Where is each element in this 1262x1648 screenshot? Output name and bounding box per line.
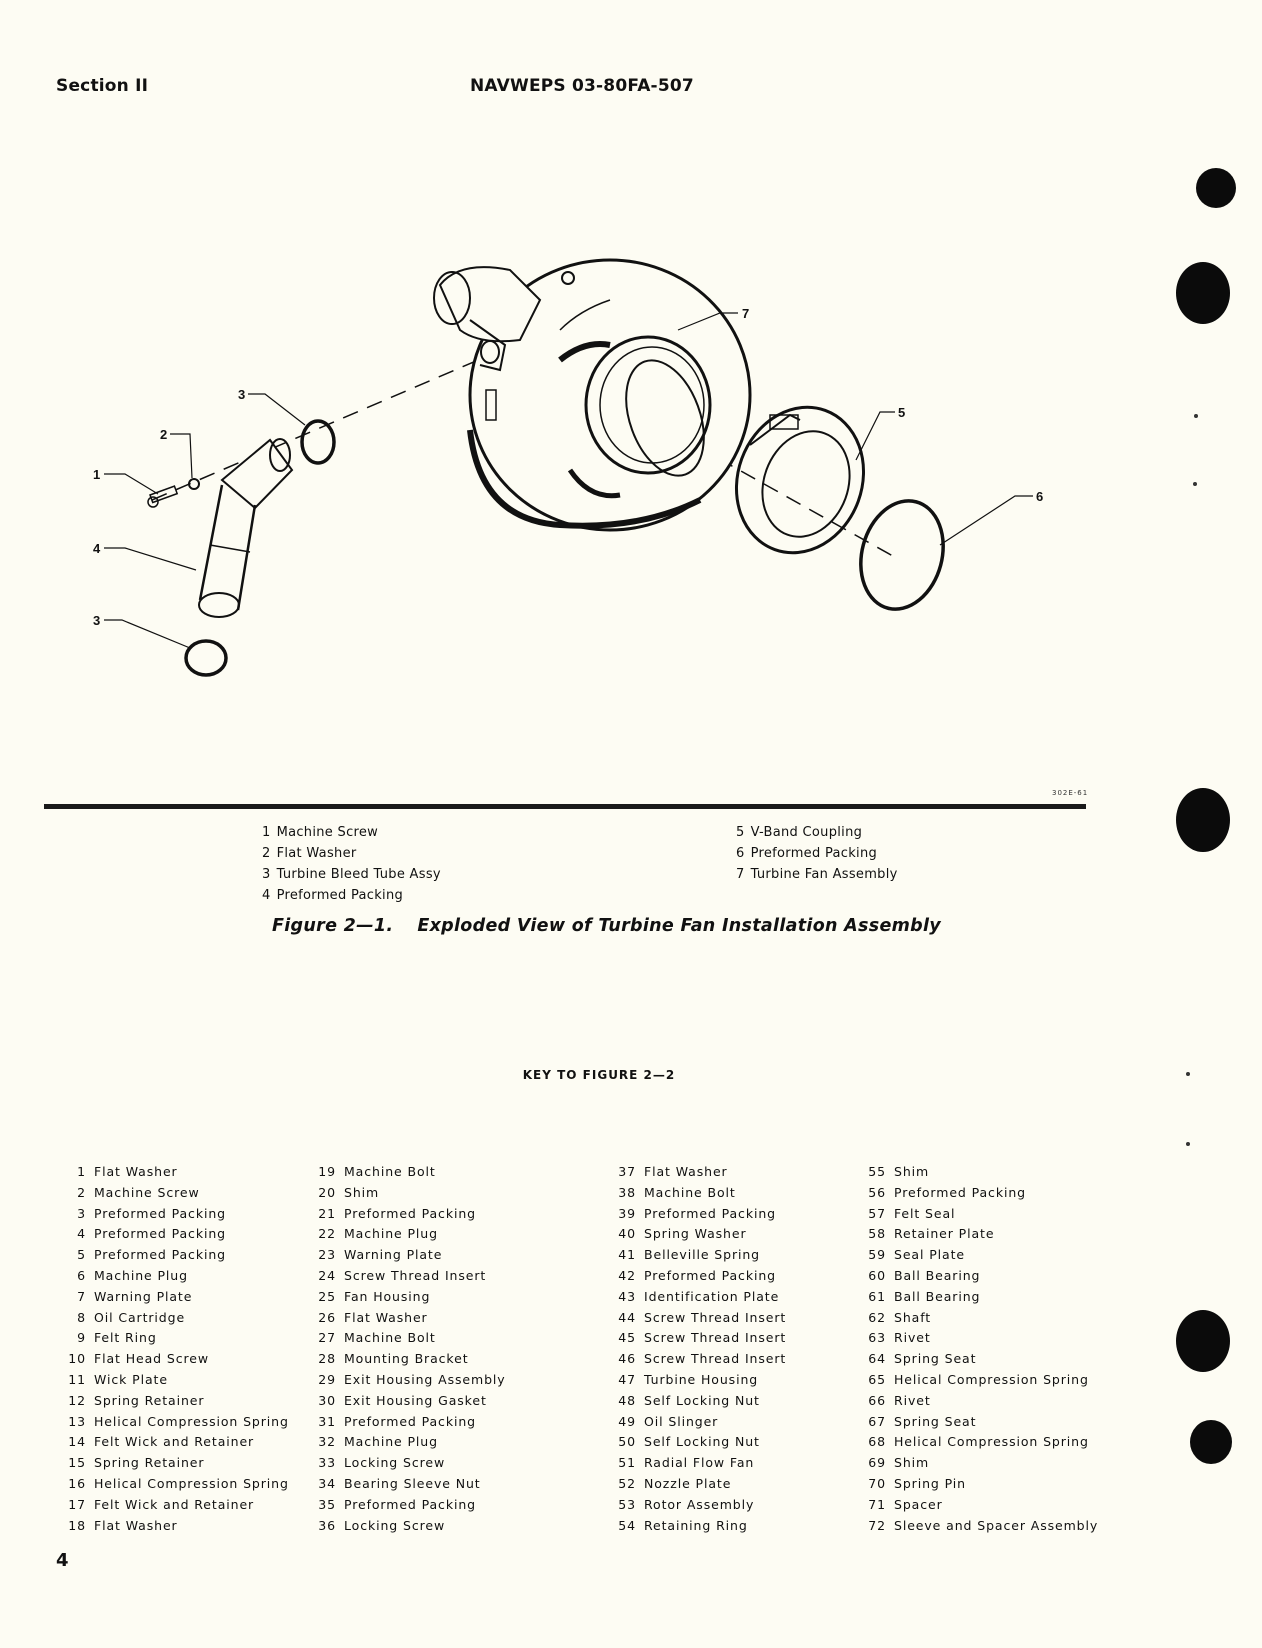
key-item-label: Machine Plug (344, 1226, 438, 1242)
key-item-label: Screw Thread Insert (644, 1309, 787, 1325)
key-item-number: 68 (868, 1434, 886, 1450)
key-item (606, 1224, 786, 1245)
key-item-label: Screw Thread Insert (644, 1351, 787, 1367)
svg-text:6: 6 (1036, 489, 1044, 504)
key-item-label: Warning Plate (94, 1288, 193, 1304)
key-item-number: 58 (868, 1226, 886, 1242)
key-item (306, 1453, 506, 1474)
key-item (306, 1224, 506, 1245)
key-item (56, 1245, 289, 1266)
key-item-label: Bearing Sleeve Nut (344, 1475, 481, 1491)
legend-item: 7 Turbine Fan Assembly (736, 867, 898, 882)
key-item-number: 59 (868, 1247, 886, 1263)
key-item-label: Warning Plate (344, 1247, 443, 1263)
key-item (606, 1495, 786, 1516)
key-item-number: 53 (618, 1496, 636, 1512)
key-item-number: 67 (868, 1413, 886, 1429)
key-item-label: Spring Retainer (94, 1392, 205, 1408)
key-item (306, 1287, 506, 1308)
key-item (856, 1162, 1098, 1183)
key-item-number: 15 (68, 1455, 86, 1471)
key-item-number: 55 (868, 1164, 886, 1179)
key-item-number: 70 (868, 1475, 886, 1491)
key-item-number: 49 (618, 1413, 636, 1429)
key-item-number: 10 (68, 1351, 86, 1367)
punch-hole-3 (1176, 788, 1230, 852)
key-item-number: 46 (618, 1351, 636, 1367)
key-item-number: 22 (318, 1226, 336, 1242)
key-item (306, 1162, 506, 1183)
figure-legend-right (736, 822, 898, 885)
key-item-label: Rotor Assembly (644, 1496, 755, 1512)
key-item (856, 1287, 1098, 1308)
key-item (56, 1495, 289, 1516)
key-item (56, 1183, 289, 1204)
key-item-label: Retainer Plate (894, 1226, 995, 1242)
key-item (856, 1412, 1098, 1433)
key-item (306, 1308, 506, 1329)
key-item (56, 1516, 289, 1537)
key-item (856, 1391, 1098, 1412)
key-item-label: Screw Thread Insert (344, 1267, 487, 1283)
key-item-number: 21 (318, 1205, 336, 1221)
key-item-label: Radial Flow Fan (644, 1455, 755, 1471)
key-item-label: Spring Washer (644, 1226, 747, 1242)
key-item (606, 1516, 786, 1537)
key-item (306, 1412, 506, 1433)
punch-hole-5 (1190, 1420, 1232, 1464)
key-item-label: Seal Plate (894, 1247, 965, 1263)
key-item-number: 60 (868, 1267, 886, 1283)
key-item (306, 1266, 506, 1287)
margin-speck (1186, 1142, 1190, 1146)
key-item-number: 44 (618, 1309, 636, 1325)
key-item-label: Preformed Packing (94, 1247, 226, 1263)
key-item-label: Nozzle Plate (644, 1475, 732, 1491)
key-item-number: 61 (868, 1288, 886, 1304)
key-column-2 (306, 1162, 506, 1536)
key-item-label: Machine Bolt (344, 1164, 436, 1179)
key-item-label: Flat Washer (344, 1309, 428, 1325)
key-item-number: 29 (318, 1371, 336, 1387)
key-item (856, 1495, 1098, 1516)
key-item-label: Spring Seat (894, 1413, 977, 1429)
key-item-label: Rivet (894, 1392, 931, 1408)
key-item (56, 1432, 289, 1453)
key-item (606, 1432, 786, 1453)
key-item-number: 63 (868, 1330, 886, 1346)
key-item-label: Flat Washer (94, 1517, 178, 1533)
key-item-label: Machine Bolt (644, 1184, 736, 1200)
key-item-number: 23 (318, 1247, 336, 1263)
key-item-label: Helical Compression Spring (94, 1475, 289, 1491)
figure-divider (44, 804, 1086, 809)
key-item-number: 62 (868, 1309, 886, 1325)
key-item-label: Preformed Packing (94, 1226, 226, 1242)
key-item-label: Self Locking Nut (644, 1392, 760, 1408)
key-item-number: 71 (868, 1496, 886, 1512)
key-item-number: 3 (77, 1205, 86, 1221)
svg-text:3: 3 (238, 387, 246, 402)
key-item-label: Fan Housing (344, 1288, 431, 1304)
key-item (606, 1328, 786, 1349)
key-item-label: Preformed Packing (644, 1205, 776, 1221)
svg-text:2: 2 (160, 427, 168, 442)
key-item-label: Ball Bearing (894, 1267, 981, 1283)
key-column-3 (606, 1162, 786, 1536)
key-item-number: 69 (868, 1455, 886, 1471)
key-item-number: 37 (618, 1164, 636, 1179)
legend-item: 2 Flat Washer (262, 846, 357, 861)
key-item (606, 1183, 786, 1204)
key-item (56, 1412, 289, 1433)
key-item-number: 12 (68, 1392, 86, 1408)
key-item-number: 35 (318, 1496, 336, 1512)
key-item-number: 28 (318, 1351, 336, 1367)
key-item (606, 1245, 786, 1266)
key-item-label: Screw Thread Insert (644, 1330, 787, 1346)
key-item-label: Wick Plate (94, 1371, 168, 1387)
key-item-number: 41 (618, 1247, 636, 1263)
legend-item: 6 Preformed Packing (736, 846, 878, 861)
key-item-number: 13 (68, 1413, 86, 1429)
key-item (56, 1287, 289, 1308)
key-item-number: 40 (618, 1226, 636, 1242)
key-item-number: 42 (618, 1267, 636, 1283)
key-item (606, 1349, 786, 1370)
key-item (56, 1266, 289, 1287)
key-item (606, 1287, 786, 1308)
key-item-label: Exit Housing Assembly (344, 1371, 506, 1387)
key-item-number: 39 (618, 1205, 636, 1221)
key-item (606, 1308, 786, 1329)
key-column-4 (856, 1162, 1098, 1536)
key-item-label: Helical Compression Spring (894, 1434, 1089, 1450)
key-item (56, 1308, 289, 1329)
key-item-number: 64 (868, 1351, 886, 1367)
svg-text:1: 1 (93, 467, 101, 482)
key-item-number: 1 (77, 1164, 86, 1179)
key-item-number: 27 (318, 1330, 336, 1346)
section-label: Section II (56, 76, 149, 96)
key-item-number: 45 (618, 1330, 636, 1346)
key-item (606, 1453, 786, 1474)
key-item-number: 11 (68, 1371, 86, 1387)
key-item-label: Preformed Packing (644, 1267, 776, 1283)
key-item (56, 1162, 289, 1183)
key-item-label: Exit Housing Gasket (344, 1392, 487, 1408)
key-item (306, 1474, 506, 1495)
key-item-label: Helical Compression Spring (894, 1371, 1089, 1387)
key-item-number: 30 (318, 1392, 336, 1408)
key-item-label: Ball Bearing (894, 1288, 981, 1304)
key-item-number: 34 (318, 1475, 336, 1491)
key-item-number: 33 (318, 1455, 336, 1471)
key-item (56, 1204, 289, 1225)
key-item-number: 14 (68, 1434, 86, 1450)
key-item-number: 72 (868, 1517, 886, 1533)
drawing-code: 302E-61 (1052, 789, 1089, 797)
key-item (856, 1204, 1098, 1225)
svg-text:4: 4 (93, 541, 101, 556)
page-number: 4 (56, 1550, 69, 1571)
key-item-label: Oil Cartridge (94, 1309, 186, 1325)
key-item-number: 43 (618, 1288, 636, 1304)
key-item-number: 2 (77, 1184, 86, 1200)
key-item-number: 47 (618, 1371, 636, 1387)
key-item (856, 1328, 1098, 1349)
legend-item: 1 Machine Screw (262, 825, 379, 840)
key-item-label: Locking Screw (344, 1455, 446, 1471)
key-item-label: Machine Bolt (344, 1330, 436, 1346)
key-item-label: Shaft (894, 1309, 932, 1325)
key-item (606, 1162, 786, 1183)
key-item (856, 1224, 1098, 1245)
preformed-packing-6-icon (849, 492, 955, 619)
key-item-number: 65 (868, 1371, 886, 1387)
preformed-packing-3-lower-icon (186, 641, 226, 675)
key-item (306, 1516, 506, 1537)
publication-number: NAVWEPS 03-80FA-507 (470, 76, 694, 96)
key-item (856, 1516, 1098, 1537)
key-item-label: Helical Compression Spring (94, 1413, 289, 1429)
key-item-label: Spring Pin (894, 1475, 966, 1491)
key-column-1 (56, 1162, 289, 1536)
key-item-number: 17 (68, 1496, 86, 1512)
key-item-number: 56 (868, 1184, 886, 1200)
key-item (856, 1308, 1098, 1329)
key-item-label: Shim (894, 1164, 930, 1179)
key-item (306, 1183, 506, 1204)
key-item-number: 31 (318, 1413, 336, 1429)
key-item-label: Belleville Spring (644, 1247, 761, 1263)
key-item (56, 1328, 289, 1349)
key-item-label: Spring Seat (894, 1351, 977, 1367)
key-item-label: Oil Slinger (644, 1413, 719, 1429)
key-title: KEY TO FIGURE 2—2 (522, 1068, 676, 1082)
key-item-number: 5 (77, 1247, 86, 1263)
key-item (606, 1266, 786, 1287)
svg-text:7: 7 (742, 306, 750, 321)
key-item-label: Machine Plug (344, 1434, 438, 1450)
key-item (856, 1453, 1098, 1474)
key-item (306, 1432, 506, 1453)
key-item-label: Felt Wick and Retainer (94, 1434, 255, 1450)
key-item (856, 1245, 1098, 1266)
key-item-label: Preformed Packing (344, 1205, 476, 1221)
key-item-label: Spacer (894, 1496, 943, 1512)
turbine-bleed-tube-icon (199, 439, 292, 617)
key-item-number: 52 (618, 1475, 636, 1491)
key-item-number: 19 (318, 1164, 336, 1179)
key-item-number: 38 (618, 1184, 636, 1200)
key-item-number: 32 (318, 1434, 336, 1450)
key-item-label: Shim (344, 1184, 380, 1200)
key-item (306, 1204, 506, 1225)
key-item-number: 16 (68, 1475, 86, 1491)
key-item-number: 66 (868, 1392, 886, 1408)
key-item-number: 6 (77, 1267, 86, 1283)
exploded-view-drawing (0, 0, 1262, 780)
figure-legend-left (262, 822, 441, 906)
key-item (856, 1183, 1098, 1204)
preformed-packing-3-upper-icon (302, 421, 334, 463)
key-item-number: 18 (68, 1517, 86, 1533)
key-item-number: 26 (318, 1309, 336, 1325)
key-item-label: Preformed Packing (344, 1496, 476, 1512)
key-item (606, 1412, 786, 1433)
key-item-number: 36 (318, 1517, 336, 1533)
key-item (306, 1245, 506, 1266)
svg-text:5: 5 (898, 405, 906, 420)
key-item-number: 25 (318, 1288, 336, 1304)
key-item (606, 1474, 786, 1495)
key-item-label: Rivet (894, 1330, 931, 1346)
key-item-label: Machine Plug (94, 1267, 188, 1283)
key-item-label: Flat Head Screw (94, 1351, 209, 1367)
key-item-label: Felt Seal (894, 1205, 956, 1221)
legend-item: 4 Preformed Packing (262, 888, 404, 903)
key-item-number: 7 (77, 1288, 86, 1304)
key-item-label: Preformed Packing (894, 1184, 1026, 1200)
key-item-number: 57 (868, 1205, 886, 1221)
key-item (306, 1328, 506, 1349)
key-item-label: Felt Ring (94, 1330, 157, 1346)
key-item (856, 1474, 1098, 1495)
key-item-label: Flat Washer (94, 1164, 178, 1179)
machine-screw-icon (148, 486, 177, 507)
key-item-label: Turbine Housing (644, 1371, 759, 1387)
key-item-label: Sleeve and Spacer Assembly (894, 1517, 1099, 1533)
key-item-number: 8 (77, 1309, 86, 1325)
key-item (856, 1349, 1098, 1370)
key-item-number: 4 (77, 1226, 86, 1242)
key-item-label: Mounting Bracket (344, 1351, 469, 1367)
turbine-fan-assembly-icon (434, 260, 750, 530)
key-item-number: 48 (618, 1392, 636, 1408)
key-item (306, 1370, 506, 1391)
key-item-label: Preformed Packing (344, 1413, 476, 1429)
key-item (56, 1391, 289, 1412)
key-item-label: Spring Retainer (94, 1455, 205, 1471)
key-item (306, 1495, 506, 1516)
key-item (606, 1370, 786, 1391)
key-item (856, 1432, 1098, 1453)
key-item (306, 1349, 506, 1370)
key-item-number: 51 (618, 1455, 636, 1471)
key-item (306, 1391, 506, 1412)
key-item (856, 1266, 1098, 1287)
key-item-label: Self Locking Nut (644, 1434, 760, 1450)
key-item-label: Locking Screw (344, 1517, 446, 1533)
key-item (56, 1453, 289, 1474)
key-item-label: Identification Plate (644, 1288, 780, 1304)
key-item (856, 1370, 1098, 1391)
key-item-label: Felt Wick and Retainer (94, 1496, 255, 1512)
key-item (606, 1391, 786, 1412)
figure-caption (272, 916, 941, 936)
key-item (606, 1204, 786, 1225)
key-item-number: 9 (77, 1330, 86, 1346)
key-item (56, 1349, 289, 1370)
key-item-label: Machine Screw (94, 1184, 200, 1200)
legend-item: 5 V-Band Coupling (736, 825, 863, 840)
figure-number: Figure 2—1. (272, 916, 394, 936)
key-item-label: Flat Washer (644, 1164, 728, 1179)
key-item-number: 24 (318, 1267, 336, 1283)
punch-hole-4 (1176, 1310, 1230, 1372)
key-item (56, 1474, 289, 1495)
legend-item: 3 Turbine Bleed Tube Assy (262, 867, 441, 882)
key-item-number: 54 (618, 1517, 636, 1533)
key-item-label: Preformed Packing (94, 1205, 226, 1221)
key-item (56, 1224, 289, 1245)
svg-text:3: 3 (93, 613, 101, 628)
key-item-label: Shim (894, 1455, 930, 1471)
figure-title: Exploded View of Turbine Fan Installation Assembly (417, 916, 941, 936)
key-item-label: Retaining Ring (644, 1517, 748, 1533)
key-item-number: 20 (318, 1184, 336, 1200)
key-item-number: 50 (618, 1434, 636, 1450)
key-item (56, 1370, 289, 1391)
